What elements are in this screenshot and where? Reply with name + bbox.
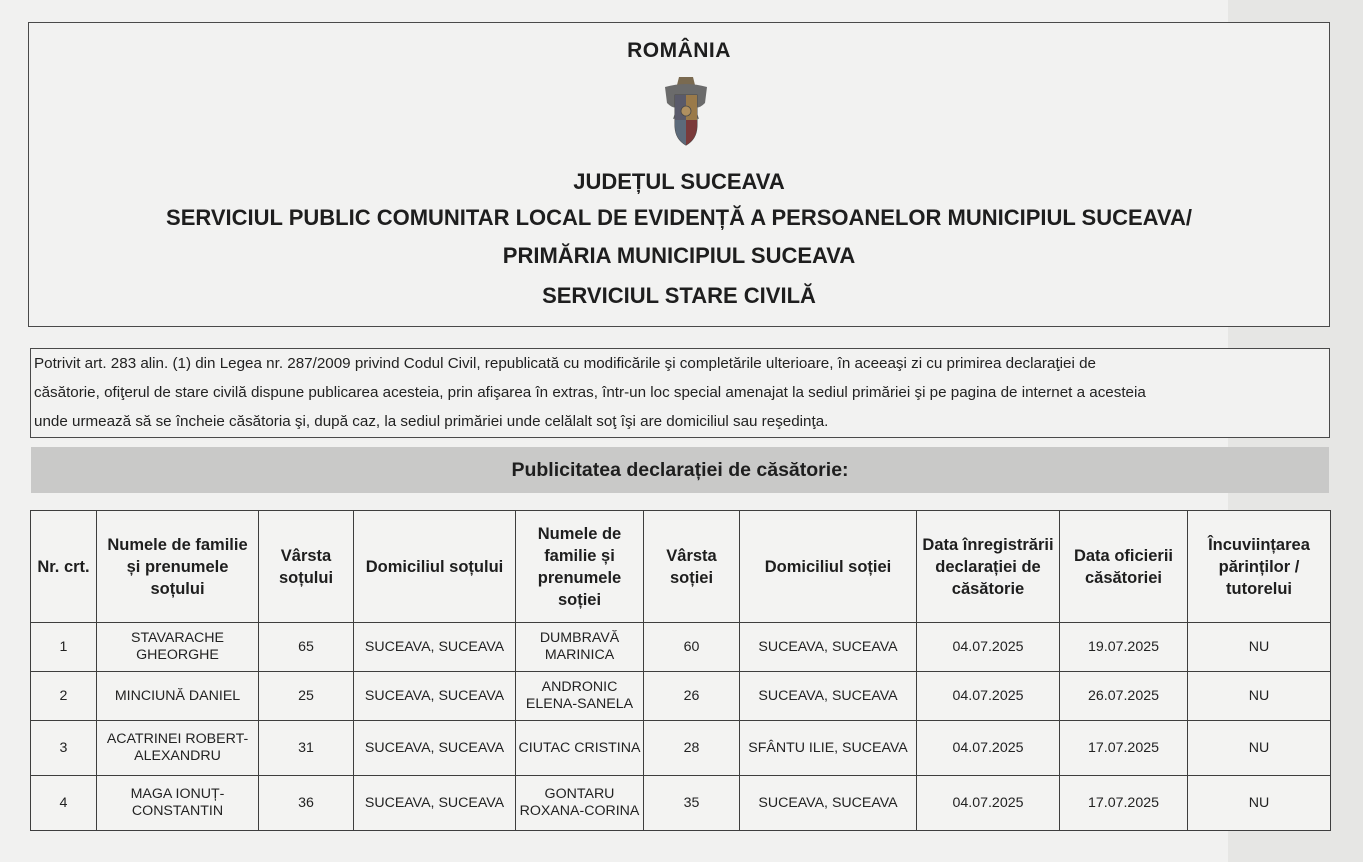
table-cell: STAVARACHE GHEORGHE bbox=[97, 623, 259, 672]
table-cell: 04.07.2025 bbox=[917, 721, 1060, 776]
table-cell: 3 bbox=[31, 721, 97, 776]
table-cell: 31 bbox=[259, 721, 354, 776]
table-cell: 19.07.2025 bbox=[1060, 623, 1188, 672]
marriage-declarations-table bbox=[30, 510, 1331, 831]
table-cell: NU bbox=[1188, 623, 1331, 672]
column-header: Numele de familie și prenumele soțului bbox=[97, 511, 259, 623]
table-cell: 25 bbox=[259, 672, 354, 721]
column-header: Vârsta soției bbox=[644, 511, 740, 623]
column-header: Domiciliul soțului bbox=[354, 511, 516, 623]
table-cell: SUCEAVA, SUCEAVA bbox=[740, 776, 917, 831]
table-cell: 60 bbox=[644, 623, 740, 672]
table-cell: 17.07.2025 bbox=[1060, 776, 1188, 831]
table-cell: CIUTAC CRISTINA bbox=[516, 721, 644, 776]
table-cell: SUCEAVA, SUCEAVA bbox=[354, 672, 516, 721]
column-header: Încuviințarea părinților / tutorelui bbox=[1188, 511, 1331, 623]
column-header: Domiciliul soției bbox=[740, 511, 917, 623]
table-cell: 1 bbox=[31, 623, 97, 672]
column-header: Vârsta soțului bbox=[259, 511, 354, 623]
table-cell: NU bbox=[1188, 721, 1331, 776]
legal-text-line: Potrivit art. 283 alin. (1) din Legea nr. 287/2009 privind Codul Civil, republicată cu modificările şi completările ulterioare, în aceeaşi zi cu primirea declaraţiei de bbox=[34, 355, 1096, 372]
table-row bbox=[31, 672, 1331, 721]
county-title: JUDEȚUL SUCEAVA bbox=[573, 169, 785, 194]
table-cell: SUCEAVA, SUCEAVA bbox=[740, 672, 917, 721]
service-title-line2: PRIMĂRIA MUNICIPIUL SUCEAVA bbox=[502, 243, 856, 268]
table-cell: 2 bbox=[31, 672, 97, 721]
column-header: Data înregistrării declarației de căsătorie bbox=[917, 511, 1060, 623]
header-box bbox=[28, 22, 1330, 327]
table-cell: MAGA IONUȚ-CONSTANTIN bbox=[97, 776, 259, 831]
table-cell: SFÂNTU ILIE, SUCEAVA bbox=[740, 721, 917, 776]
table-header-row bbox=[31, 511, 1331, 623]
table-cell: 28 bbox=[644, 721, 740, 776]
column-header: Data oficierii căsătoriei bbox=[1060, 511, 1188, 623]
service-title-line1: SERVICIUL PUBLIC COMUNITAR LOCAL DE EVIDENȚĂ A PERSOANELOR MUNICIPIUL SUCEAVA/ bbox=[166, 205, 1192, 230]
table-cell: 04.07.2025 bbox=[917, 672, 1060, 721]
table-cell: DUMBRAVĂ MARINICA bbox=[516, 623, 644, 672]
table-cell: 4 bbox=[31, 776, 97, 831]
table-cell: 36 bbox=[259, 776, 354, 831]
column-header: Numele de familie și prenumele soției bbox=[516, 511, 644, 623]
country-title: ROMÂNIA bbox=[627, 39, 731, 62]
legal-notice bbox=[30, 348, 1330, 438]
table-cell: 04.07.2025 bbox=[917, 623, 1060, 672]
legal-text-line: unde urmează să se încheie căsătoria şi, după caz, la sediul primăriei unde celălalt soţ îşi are domiciliul sau reşedinţa. bbox=[34, 413, 829, 430]
table-cell: SUCEAVA, SUCEAVA bbox=[354, 776, 516, 831]
table-cell: GONTARU ROXANA-CORINA bbox=[516, 776, 644, 831]
table-cell: SUCEAVA, SUCEAVA bbox=[354, 721, 516, 776]
table-row bbox=[31, 623, 1331, 672]
table-cell: SUCEAVA, SUCEAVA bbox=[354, 623, 516, 672]
table-cell: 26 bbox=[644, 672, 740, 721]
table-cell: SUCEAVA, SUCEAVA bbox=[740, 623, 917, 672]
romania-coat-of-arms-icon bbox=[659, 73, 713, 151]
table-cell: 65 bbox=[259, 623, 354, 672]
department-title: SERVICIUL STARE CIVILĂ bbox=[542, 283, 816, 308]
table-row bbox=[31, 721, 1331, 776]
table-cell: 26.07.2025 bbox=[1060, 672, 1188, 721]
table-cell: ANDRONIC ELENA-SANELA bbox=[516, 672, 644, 721]
table-cell: ACATRINEI ROBERT-ALEXANDRU bbox=[97, 721, 259, 776]
table-cell: 35 bbox=[644, 776, 740, 831]
table-cell: NU bbox=[1188, 776, 1331, 831]
section-title: Publicitatea declarației de căsătorie: bbox=[31, 447, 1329, 493]
table-row bbox=[31, 776, 1331, 831]
table-cell: NU bbox=[1188, 672, 1331, 721]
table-cell: 04.07.2025 bbox=[917, 776, 1060, 831]
table-cell: 17.07.2025 bbox=[1060, 721, 1188, 776]
table-cell: MINCIUNĂ DANIEL bbox=[97, 672, 259, 721]
legal-text-line: căsătorie, ofiţerul de stare civilă dispune publicarea acesteia, prin afişarea în extras, într-un loc special amenajat la sediul primăriei şi pe pagina de internet a acesteia bbox=[34, 384, 1146, 401]
column-header: Nr. crt. bbox=[31, 511, 97, 623]
